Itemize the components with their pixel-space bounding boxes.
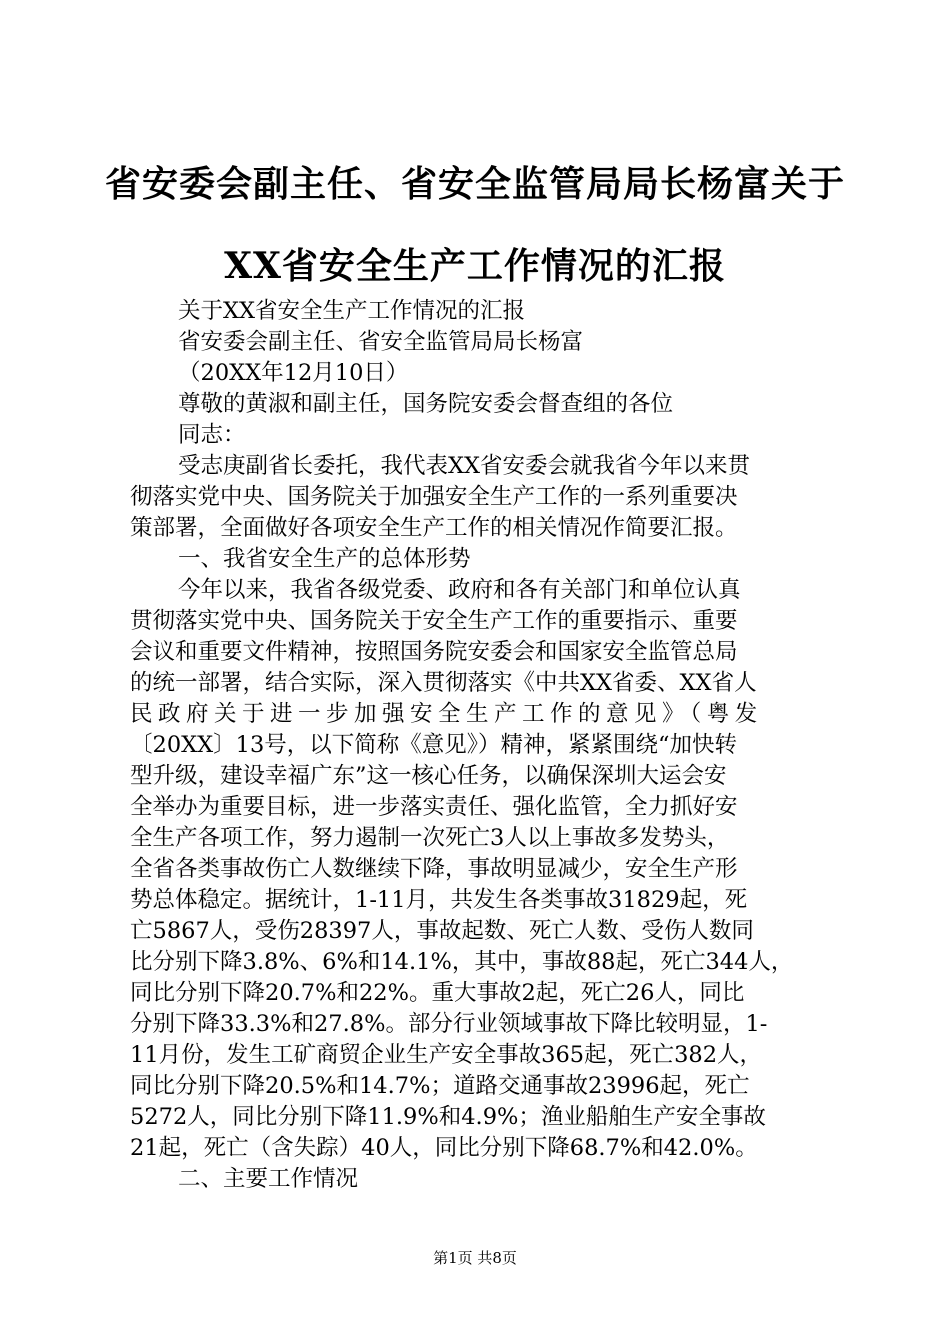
body-line: 型升级，建设幸福广东”这一核心任务，以确保深圳大运会安 [130,763,727,789]
body-line: 全生产各项工作，努力遏制一次死亡3人以上事故多发势头， [130,825,730,851]
body-line: 比分别下降3.8%、6%和14.1%，其中，事故88起，死亡344人， [130,949,794,975]
body-line: 同比分别下降20.7%和22%。重大事故2起，死亡26人，同比 [130,980,745,1006]
body-line: （20XX年12月10日） [178,360,409,386]
body-line: 11月份，发生工矿商贸企业生产安全事故365起，死亡382人， [130,1042,763,1068]
body-line: 同比分别下降20.5%和14.7%；道路交通事故23996起，死亡 [130,1073,750,1099]
body-line: 二、主要工作情况 [178,1166,359,1192]
body-line: 21起，死亡（含失踪）40人，同比分别下降68.7%和42.0%。 [130,1135,758,1161]
document-title-line-2: XX省安全生产工作情况的汇报 [224,245,726,287]
page-footer: 第1页 共8页 [433,1249,517,1267]
body-line: 全举办为重要目标，进一步落实责任、强化监管，全力抓好安 [130,794,738,820]
body-line: 尊敬的黄淑和副主任，国务院安委会督查组的各位 [178,391,674,417]
body-line: 关于XX省安全生产工作情况的汇报 [178,298,526,324]
body-line: 今年以来，我省各级党委、政府和各有关部门和单位认真 [178,577,741,603]
body-line: 一、我省安全生产的总体形势 [178,546,471,572]
document-body [130,296,842,1195]
body-line: 策部署，全面做好各项安全生产工作的相关情况作简要汇报。 [130,515,738,541]
body-line: 5272人，同比分别下降11.9%和4.9%；渔业船舶生产安全事故 [130,1104,766,1130]
body-line: 彻落实党中央、国务院关于加强安全生产工作的一系列重要决 [130,484,738,510]
body-line: 的统一部署，结合实际，深入贯彻落实《中共XX省委、XX省人 [130,670,757,696]
document-title-line-1: 省安委会副主任、省安全监管局局长杨富关于 [104,163,845,205]
body-line: 省安委会副主任、省安全监管局局长杨富 [178,329,584,355]
body-line: 民政府关于进一步加强安全生产工作的意见》（粤发 [130,701,763,727]
body-line: 全省各类事故伤亡人数继续下降，事故明显减少，安全生产形 [130,856,738,882]
body-line: 亡5867人，受伤28397人，事故起数、死亡人数、受伤人数同 [130,918,754,944]
body-line: 分别下降33.3%和27.8%。部分行业领域事故下降比较明显，1- [130,1011,768,1037]
body-line: 会议和重要文件精神，按照国务院安委会和国家安全监管总局 [130,639,738,665]
body-line: 同志： [178,422,246,448]
body-line: 贯彻落实党中央、国务院关于安全生产工作的重要指示、重要 [130,608,738,634]
body-line: 〔20XX〕13号，以下简称《意见》）精神，紧紧围绕“加快转 [130,732,738,758]
body-line: 势总体稳定。据统计，1-11月，共发生各类事故31829起，死 [130,887,748,913]
body-line: 受志庚副省长委托，我代表XX省安委会就我省今年以来贯 [178,453,751,479]
